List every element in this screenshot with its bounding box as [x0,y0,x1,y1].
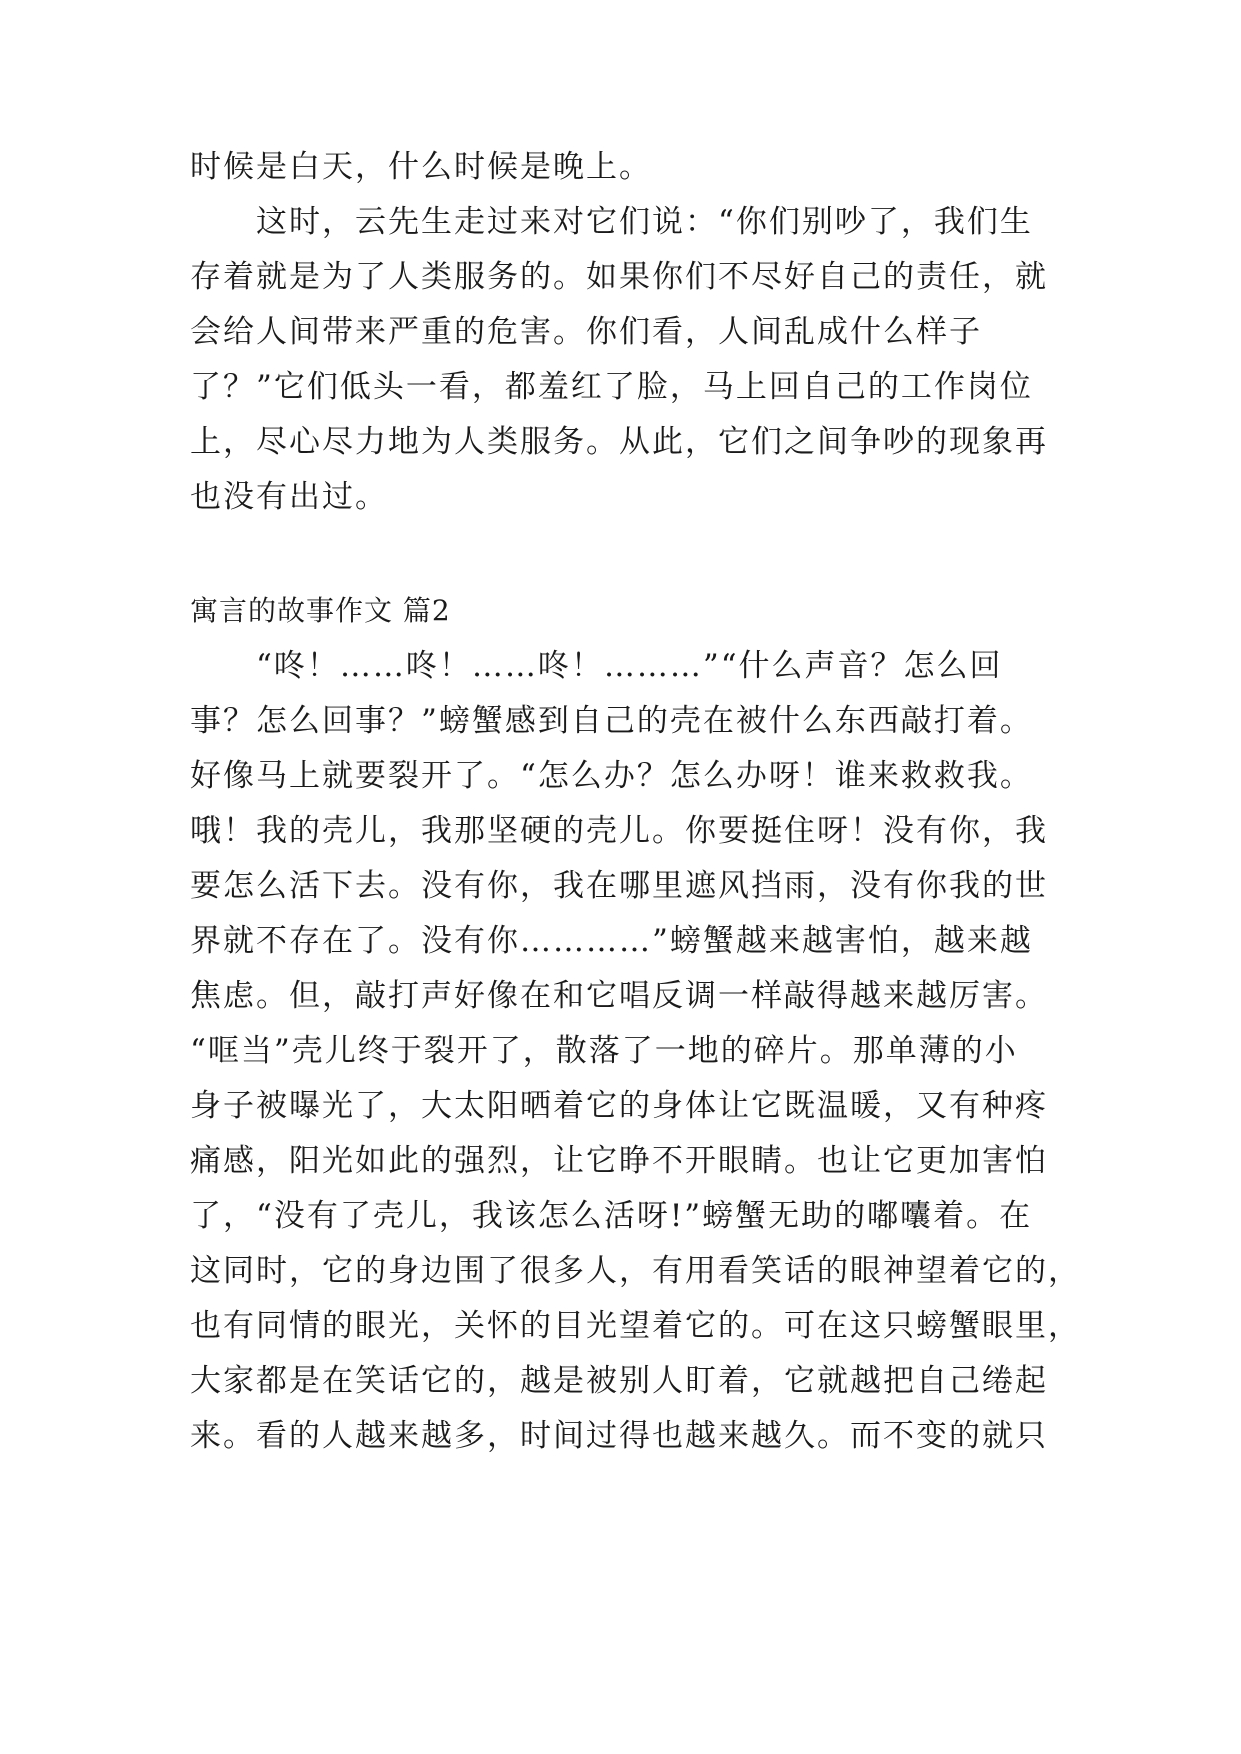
paragraph-line: 时候是白天，什么时候是晚上。 [190,149,652,185]
paragraph-line: 也有同情的眼光，关怀的目光望着它的。可在这只螃蟹眼里， [190,1308,1081,1344]
paragraph-line: “咚！……咚！……咚！………”“什么声音？怎么回 [190,648,1003,684]
paragraph-line: 也没有出过。 [190,479,388,515]
paragraph-line: 事？怎么回事？”螃蟹感到自己的壳在被什么东西敲打着。 [190,703,1033,739]
paragraph-line: 痛感，阳光如此的强烈，让它睁不开眼睛。也让它更加害怕 [190,1143,1048,1179]
paragraph-line: 存着就是为了人类服务的。如果你们不尽好自己的责任，就 [190,259,1048,295]
paragraph-line: 大家都是在笑话它的，越是被别人盯着，它就越把自己绻起 [190,1363,1048,1399]
paragraph-line: 好像马上就要裂开了。“怎么办？怎么办呀！谁来救救我。 [190,758,1033,794]
paragraph-line: “哐当”壳儿终于裂开了，散落了一地的碎片。那单薄的小 [190,1033,1018,1069]
paragraph-line: 会给人间带来严重的危害。你们看，人间乱成什么样子 [190,314,982,350]
paragraph-line: 界就不存在了。没有你…………”螃蟹越来越害怕，越来越 [190,923,1033,959]
paragraph-line: 上，尽心尽力地为人类服务。从此，它们之间争吵的现象再 [190,424,1048,460]
paragraph-line: 了？”它们低头一看，都羞红了脸，马上回自己的工作岗位 [190,369,1033,405]
paragraph-line: 焦虑。但，敲打声好像在和它唱反调一样敲得越来越厉害。 [190,978,1048,1014]
paragraph-line: 身子被曝光了，大太阳晒着它的身体让它既温暖，又有种疼 [190,1088,1048,1124]
paragraph-line: 这时，云先生走过来对它们说：“你们别吵了，我们生 [190,204,1033,240]
paragraph-line: 要怎么活下去。没有你，我在哪里遮风挡雨，没有你我的世 [190,868,1048,904]
paragraph-line: 哦！我的壳儿，我那坚硬的壳儿。你要挺住呀！没有你，我 [190,813,1048,849]
section-heading: 寓言的故事作文 篇2 [190,594,451,627]
paragraph-line: 了，“没有了壳儿，我该怎么活呀!”螃蟹无助的嘟囔着。在 [190,1198,1033,1234]
paragraph-line: 这同时，它的身边围了很多人，有用看笑话的眼神望着它的， [190,1253,1081,1289]
paragraph-line: 来。看的人越来越多，时间过得也越来越久。而不变的就只 [190,1418,1048,1454]
